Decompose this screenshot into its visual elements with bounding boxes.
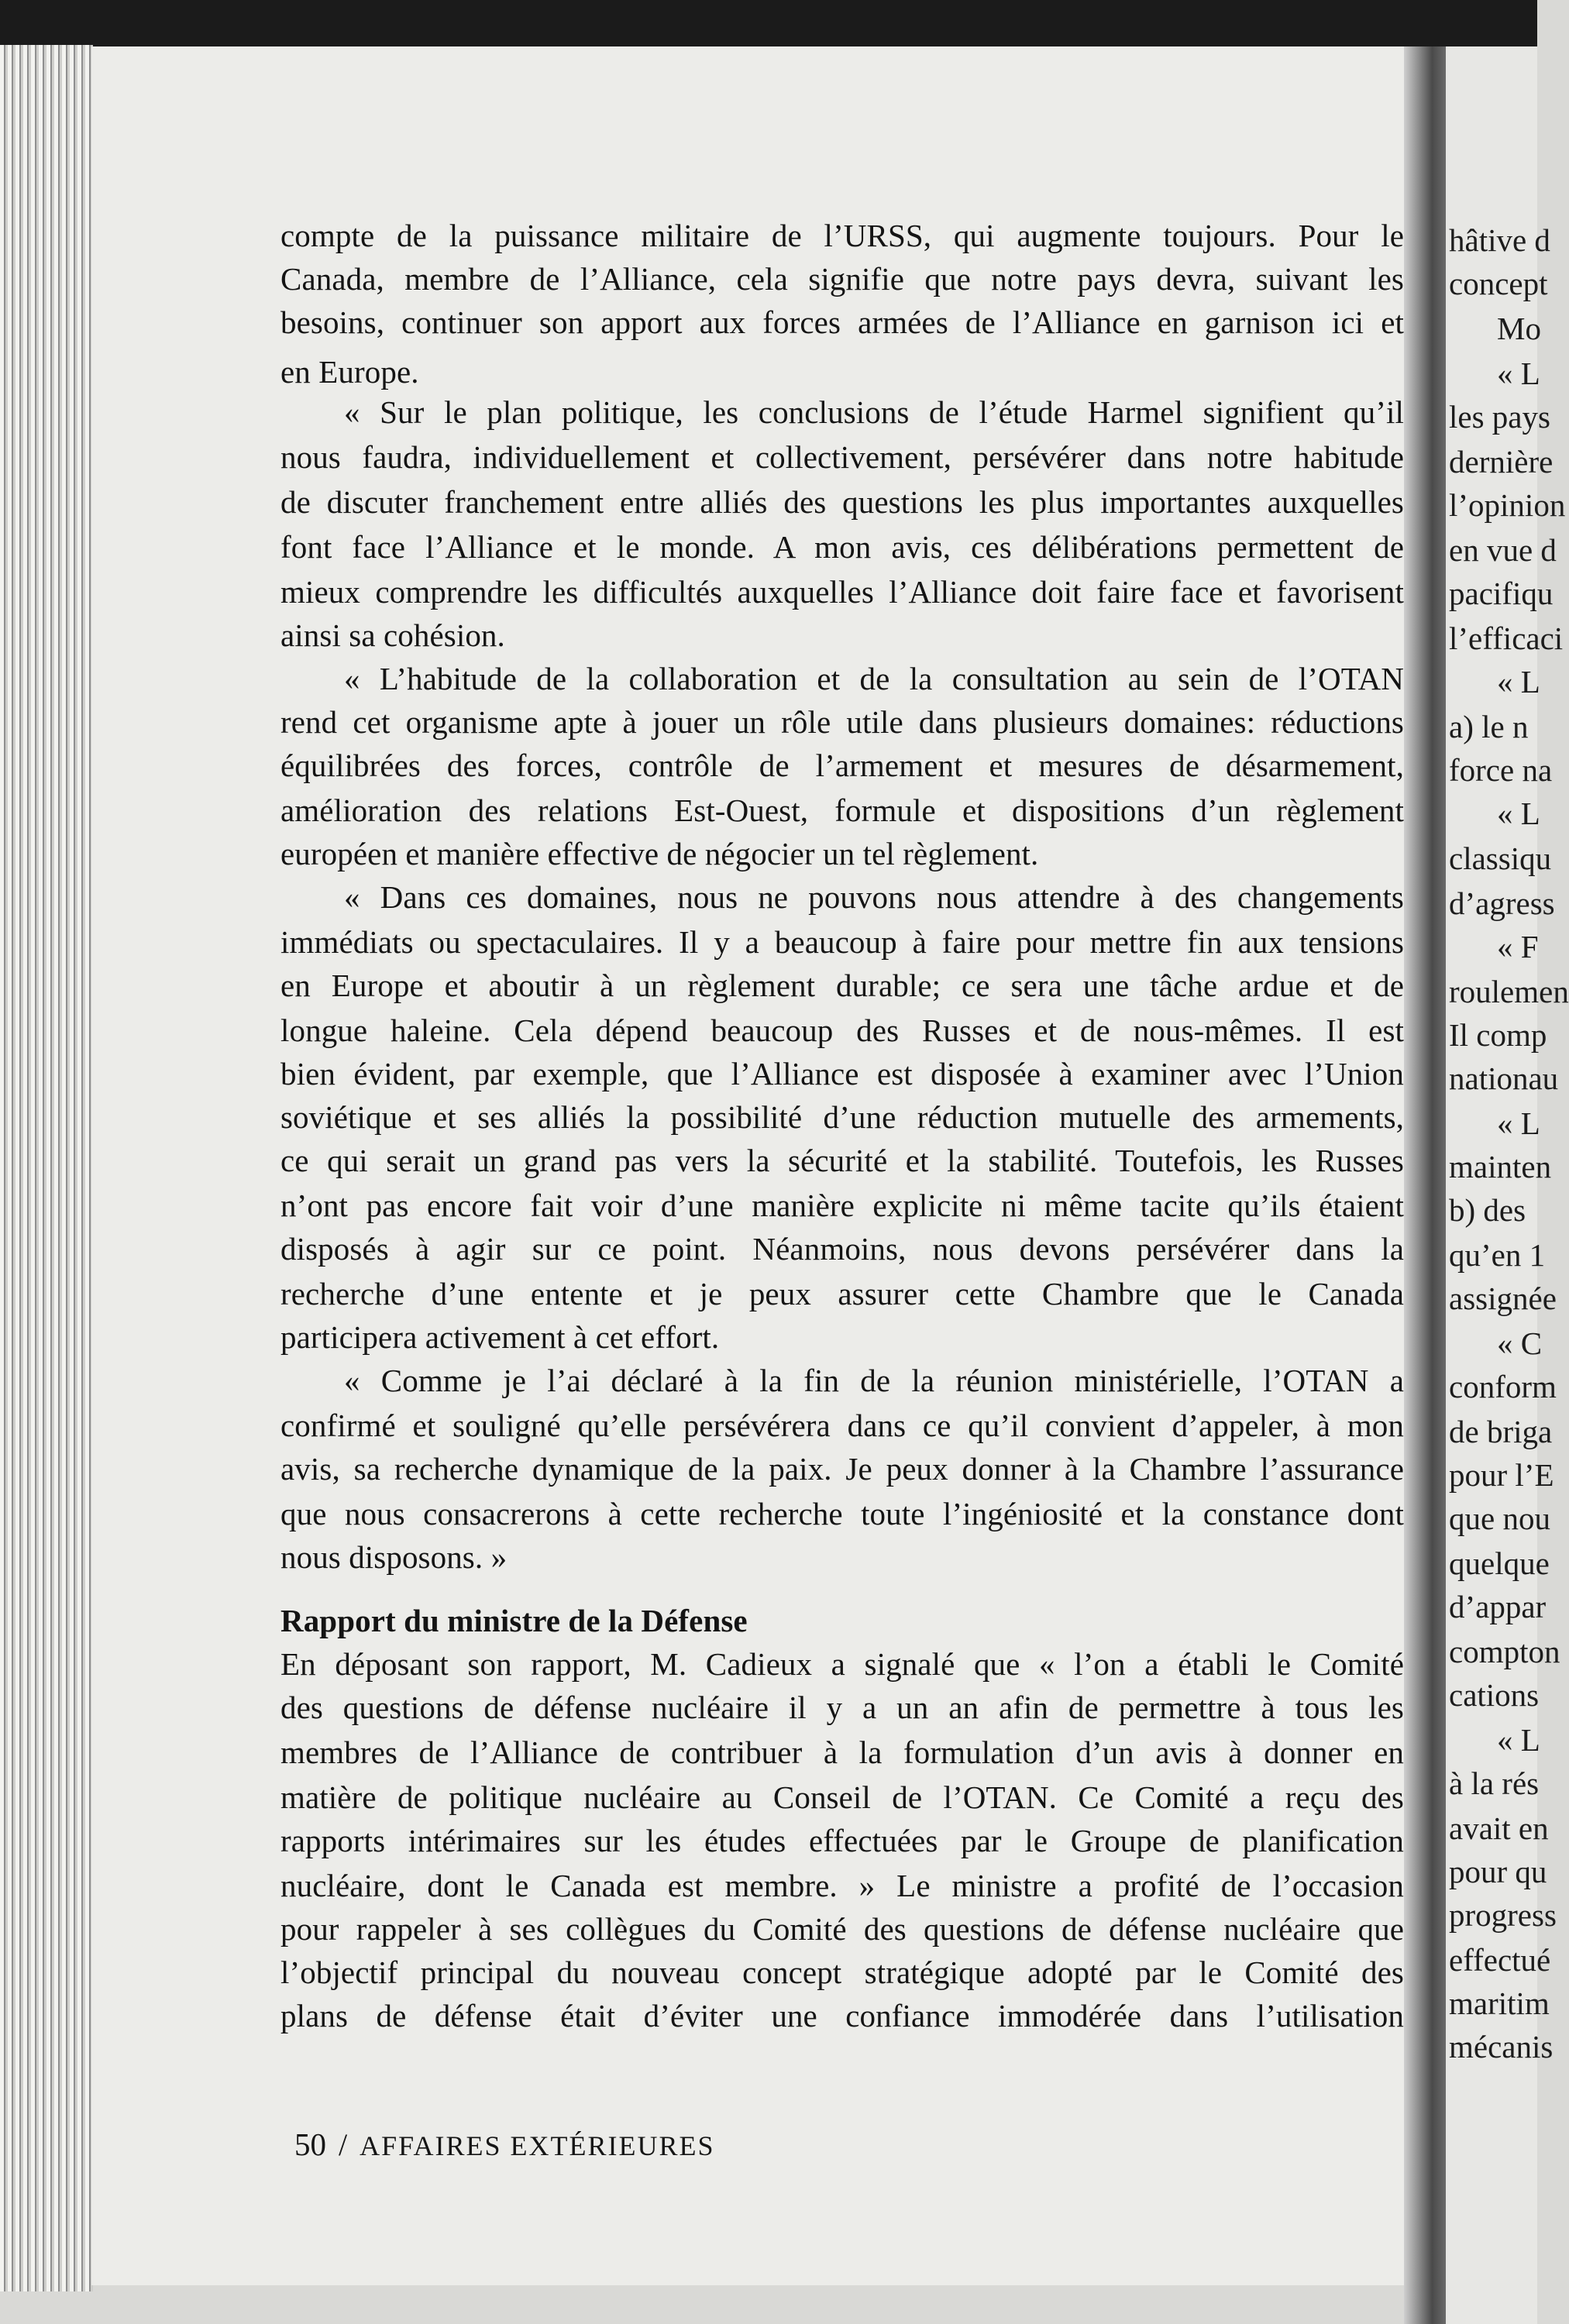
text-line: compte de la puissance militaire de l’URSS, qui augmente toujours. Pour le	[280, 218, 1404, 253]
next-page-line: « L	[1497, 664, 1540, 700]
next-page-line: de briga	[1449, 1414, 1553, 1449]
next-page-line: roulemen	[1449, 974, 1569, 1009]
scan-top-edge	[0, 0, 1537, 48]
next-page-line: nationau	[1449, 1061, 1559, 1096]
next-page-line: effectué	[1449, 1942, 1551, 1978]
next-page-line: que nou	[1449, 1501, 1550, 1536]
text-line: pour rappeler à ses collègues du Comité des questions de défense nucléaire que	[280, 1911, 1404, 1947]
text-line: mieux comprendre les difficultés auxquelles l’Alliance doit faire face et favorisent	[280, 574, 1404, 610]
next-page-line: avait en	[1449, 1810, 1549, 1846]
next-page-line: cations	[1449, 1677, 1540, 1713]
next-page-line: pacifiqu	[1449, 576, 1554, 611]
next-page-line: b) des	[1449, 1192, 1526, 1228]
text-line: nous disposons. »	[280, 1539, 508, 1575]
text-line: « Dans ces domaines, nous ne pouvons nous attendre à des changements	[344, 879, 1404, 915]
text-line: participera activement à cet effort.	[280, 1319, 720, 1355]
text-line: l’objectif principal du nouveau concept stratégique adopté par le Comité des	[280, 1954, 1404, 1990]
next-page-line: d’appar	[1449, 1589, 1547, 1624]
running-title: AFFAIRES EXTÉRIEURES	[360, 2130, 715, 2161]
next-page-line: qu’en 1	[1449, 1237, 1546, 1273]
text-line: des questions de défense nucléaire il y a un an afin de permettre à tous les	[280, 1690, 1404, 1725]
next-page-line: d’agress	[1449, 885, 1555, 921]
text-column	[280, 220, 1404, 2157]
text-line: Canada, membre de l’Alliance, cela signifie que notre pays devra, suivant les	[280, 261, 1404, 297]
next-page-line: mainten	[1449, 1149, 1552, 1184]
text-line: « Comme je l’ai déclaré à la fin de la réunion ministérielle, l’OTAN a	[344, 1363, 1404, 1398]
next-page-line: Mo	[1497, 311, 1541, 346]
text-line: européen et manière effective de négocier un tel règlement.	[280, 836, 1039, 871]
text-line: « Sur le plan politique, les conclusions de l’étude Harmel signifient qu’il	[344, 394, 1404, 430]
text-line: de discuter franchement entre alliés des questions les plus importantes auxquelles	[280, 484, 1404, 520]
next-page-line: à la rés	[1449, 1765, 1540, 1801]
text-line: disposés à agir sur ce point. Néanmoins, nous devons persévérer dans la	[280, 1231, 1404, 1267]
text-line: En déposant son rapport, M. Cadieux a signalé que « l’on a établi le Comité	[280, 1646, 1404, 1682]
next-page-line: classiqu	[1449, 841, 1552, 876]
next-page-line: concept	[1449, 266, 1548, 301]
text-line: soviétique et ses alliés la possibilité d’une réduction mutuelle des armements,	[280, 1099, 1404, 1135]
text-line: que nous consacrerons à cette recherche toute l’ingéniosité et la constance dont	[280, 1496, 1404, 1532]
next-page-fragment	[1446, 46, 1569, 2324]
text-line: en Europe.	[280, 354, 419, 390]
text-line: bien évident, par exemple, que l’Alliance est disposée à examiner avec l’Union	[280, 1056, 1404, 1092]
text-line: longue haleine. Cela dépend beaucoup des Russes et de nous-mêmes. Il est	[280, 1012, 1404, 1048]
text-line: rapports intérimaires sur les études effectuées par le Groupe de planification	[280, 1823, 1404, 1858]
next-page-line: conform	[1449, 1369, 1557, 1404]
next-page-line: pour qu	[1449, 1854, 1547, 1889]
next-page-line: l’opinion	[1449, 487, 1566, 523]
next-page-line: l’efficaci	[1449, 621, 1564, 656]
next-page-line: « L	[1497, 1722, 1540, 1758]
text-line: « L’habitude de la collaboration et de la consultation au sein de l’OTAN	[344, 661, 1404, 696]
page-footer	[294, 2126, 714, 2163]
next-page-line: « L	[1497, 796, 1540, 831]
text-line: en Europe et aboutir à un règlement durable; ce sera une tâche ardue et de	[280, 968, 1404, 1003]
next-page-line: assignée	[1449, 1281, 1557, 1316]
next-page-line: quelque	[1449, 1545, 1550, 1581]
binding-gutter	[1404, 46, 1447, 2324]
stacked-page-edges	[0, 45, 93, 2291]
next-page-line: a) le n	[1449, 709, 1529, 744]
text-line: amélioration des relations Est-Ouest, formule et dispositions d’un règlement	[280, 792, 1404, 828]
text-line: font face l’Alliance et le monde. A mon avis, ces délibérations permettent de	[280, 529, 1404, 565]
text-line: ainsi sa cohésion.	[280, 617, 505, 653]
next-page-line: en vue d	[1449, 532, 1557, 568]
next-page-line: pour l’E	[1449, 1457, 1554, 1493]
next-page-line: compton	[1449, 1634, 1560, 1669]
text-line: confirmé et souligné qu’elle persévérera dans ce qu’il convient d’appeler, à mon	[280, 1408, 1404, 1443]
text-line: rend cet organisme apte à jouer un rôle utile dans plusieurs domaines: réductions	[280, 704, 1404, 740]
text-line: plans de défense était d’éviter une confiance immodérée dans l’utilisation	[280, 1998, 1404, 2033]
page-number: 50	[294, 2126, 326, 2162]
text-line: équilibrées des forces, contrôle de l’armement et mesures de désarmement,	[280, 748, 1404, 783]
text-line: immédiats ou spectaculaires. Il y a beaucoup à faire pour mettre fin aux tensions	[280, 924, 1404, 960]
next-page-line: les pays	[1449, 399, 1550, 435]
footer-separator: /	[339, 2127, 348, 2162]
next-page-line: mécanis	[1449, 2029, 1554, 2064]
next-page-line: force na	[1449, 752, 1553, 788]
text-line: recherche d’une entente et je peux assurer cette Chambre que le Canada	[280, 1276, 1404, 1312]
text-line: matière de politique nucléaire au Conseil de l’OTAN. Ce Comité a reçu des	[280, 1779, 1404, 1815]
next-page-line: dernière	[1449, 444, 1554, 480]
text-line: n’ont pas encore fait voir d’une manière explicite ni même tacite qu’ils étaient	[280, 1188, 1404, 1223]
next-page-line: « C	[1497, 1325, 1543, 1361]
text-line: nucléaire, dont le Canada est membre. » Le ministre a profité de l’occasion	[280, 1868, 1404, 1903]
section-heading: Rapport du ministre de la Défense	[280, 1603, 748, 1638]
text-line: ce qui serait un grand pas vers la sécurité et la stabilité. Toutefois, les Russes	[280, 1143, 1404, 1178]
next-page-line: « F	[1497, 929, 1539, 964]
next-page-line: « L	[1497, 356, 1540, 391]
text-line: besoins, continuer son apport aux forces armées de l’Alliance en garnison ici et	[280, 304, 1404, 340]
next-page-line: « L	[1497, 1105, 1540, 1141]
next-page-line: Il comp	[1449, 1017, 1547, 1053]
text-line: nous faudra, individuellement et collectivement, persévérer dans notre habitude	[280, 439, 1404, 475]
next-page-line: maritim	[1449, 1985, 1550, 2021]
next-page-line: progress	[1449, 1897, 1557, 1933]
next-page-line: hâtive d	[1449, 222, 1550, 258]
text-line: avis, sa recherche dynamique de la paix. Je peux donner à la Chambre l’assurance	[280, 1451, 1404, 1487]
text-line: membres de l’Alliance de contribuer à la formulation d’un avis à donner en	[280, 1734, 1404, 1770]
